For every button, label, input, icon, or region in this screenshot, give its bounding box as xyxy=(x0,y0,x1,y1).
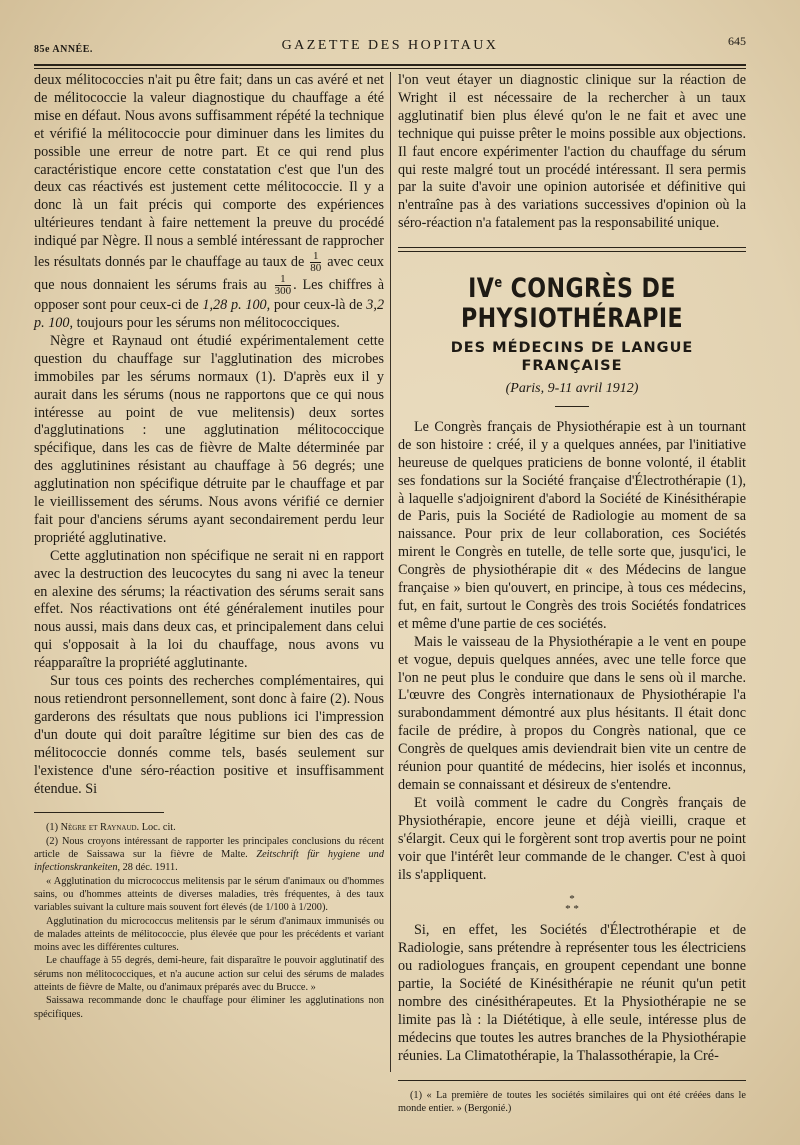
page-number: 645 xyxy=(728,34,746,48)
text-run: avec ceux que nous donnaient les sérums frais au xyxy=(34,253,384,293)
paragraph: Et voilà comment le cadre du Congrès français de Physiothérapie, encore jeune et déjà vieilli, craque et s'élargit. Ceux qui le forgèrent sont trop avertis pour ne point voir que l'intérêt leur commande de le changer. C'est à quoi ils s'appliquent. xyxy=(398,794,746,883)
fraction-numerator: 1 xyxy=(310,251,321,263)
text-run: , 28 déc. 1911. xyxy=(117,862,178,874)
footnote-rule xyxy=(34,812,164,813)
fraction-numerator: 1 xyxy=(275,274,292,286)
fraction xyxy=(310,251,321,274)
text-run: . Les chiffres à opposer sont pour ceux-ci de xyxy=(34,276,384,314)
year-label: 85e ANNÉE. xyxy=(34,44,93,55)
text-run: deux mélitococcies n'ait pu être fait; dans un cas avéré et net de mélitococcie la valeur diagnostique du chauffage a été mise en défaut. Nous avons suffisamment répété la technique et vérifié la mélitococcie pour diminuer dans les limites du possible une erreur de notre part. Et ce qui rend plus caractéristique encore cette constatation c'est que l'un des deux cas réactivés est justement cette mélitococcie. Il y a donc là un fait précis qui comporte des expériences ultérieures tendant à faire nettement la preuve du procédé indiqué par Nègre. Il nous a semblé intéressant de rapprocher les résultats donnés par le chauffage au taux de xyxy=(34,72,384,270)
section-date: (Paris, 9-11 avril 1912) xyxy=(505,380,639,396)
fraction xyxy=(275,274,292,297)
paragraph: Nègre et Raynaud ont étudié expérimentalement cette question du chauffage sur l'agglutination des microbes immobiles par les sérums normaux (1). D'après eux il y aurait dans les sérums (nous ne rapportons que ce qui nous intéresse au point de vue melitensis) deux sortes d'agglutinations : une agglutination mélitococcique spécifique, dans les cas de fièvre de Malte déterminée par des agglutinines résistant au chauffage à 56 degrés; une agglutination non spécifique détruite par le chauffage et par le vieillissement des sérums. Nous avons vérifié ce dernier fait pour d'anciens sérums ayant secondairement perdu leur propriété agglutinative. xyxy=(34,332,384,546)
italic-value: 3,2 p. 100 xyxy=(34,297,385,331)
paragraph: Cette agglutination non spécifique ne serait ni en rapport avec la destruction des leucocytes du sang ni avec la teneur en alexine des sérums; la réactivation des sérums serait sans effet. Nos réactivations ont été généralement inutiles pour nous aussi, mais dans deux cas, et principalement dans celui qui s'opposait à la loi du chauffage, nous avons vu réapparaître la propriété agglutinante. xyxy=(34,547,384,672)
section-subtitle: DES MÉDECINS DE LANGUE FRANÇAISE xyxy=(450,340,694,375)
section-title xyxy=(429,268,714,334)
paragraph: Sur tous ces points des recherches complémentaires, qui nous retiendront personnellement, sont donc à faire (2). Nous garderons des résultats que nous publions ici l'impression d'un doute qui doit paraître légitime sur bien des cas de mélitococcie donnés comme tels, basés seulement sur l'existence d'une séro-réaction positive et insuffisamment étendue. Si xyxy=(34,673,384,797)
right-column xyxy=(398,72,746,1115)
footnotes xyxy=(34,821,384,1020)
title-superscript: e xyxy=(494,275,503,292)
paragraph xyxy=(34,72,384,333)
footnote: Le chauffage à 55 degrés, demi-heure, fait disparaître le pouvoir agglutinatif des sérums non mélitococciques, et n'a aucune action sur celui des sérums de malades atteints de fièvre de Malte, ou d'animaux préparés avec du Brucce. » xyxy=(34,955,384,993)
footnote: « Agglutination du micrococcus melitensis par le sérum d'animaux ou d'hommes sains, ou d'hommes atteints de diverses maladies, très fréquentes, à des taux variables suivant la culture mais souvent fort élevés (de 1/100 à 1/200). xyxy=(34,875,384,914)
text-run: Loc. cit. xyxy=(139,822,176,834)
journal-name: Zeitschrift für hygiene und infectionskrankeiten xyxy=(34,849,384,874)
footnotes xyxy=(398,1089,746,1116)
title-number: IV xyxy=(468,273,495,305)
header-rule-thin xyxy=(34,68,746,69)
footnote: Agglutination du micrococcus melitensis par le sérum d'animaux immunisés ou de malades atteints de mélitococcie, plus élevée que pour les précédents et variant moins avec les différentes cultures. xyxy=(34,915,384,954)
page-header xyxy=(34,30,746,60)
title-text: CONGRÈS DE PHYSIOTHÉRAPIE xyxy=(460,273,684,335)
footnote: (1) Nègre et Raynaud. Loc. cit. xyxy=(46,822,176,834)
column-divider xyxy=(390,72,391,1072)
fraction-denominator: 300 xyxy=(274,285,292,298)
footnote: Saissawa recommande donc le chauffage pour éliminer les agglutinations non spécifiques. xyxy=(34,995,384,1020)
section-separator xyxy=(398,247,746,252)
left-column xyxy=(34,72,384,1021)
paragraph: Si, en effet, les Sociétés d'Électrothérapie et de Radiologie, sans prétendre à représenter tous les électriciens ou radiologues français, en groupent cependant une bonne partie, la Société de Kinésithérapie ne réunit qu'un petit nombre des cinésithérapeutes. Et la Physiothérapie ne se limite pas là : la Diététique, à elle seule, intéresse plus de médecins que toutes les autres branches de la Physiothérapie réunies. La Climatothérapie, la Thalassothérapie, la Cré- xyxy=(398,922,746,1064)
paragraph: Le Congrès français de Physiothérapie est à un tournant de son histoire : créé, il y a quelques années, par l'initiative heureuse de quelques praticiens de bonne volonté, il établit ses fondations sur la Société française d'Électrothérapie (1), à laquelle s'adjoignirent d'abord la Société de Kinésithérapie de Paris, puis la Société de Radiologie au moment de sa naissance. Pour prix de leur collaboration, ces Sociétés mirent le Congrès en tutelle, de telle sorte que, jusqu'ici, le Congrès de physiothérapie dit « des Médecins de langue française » bien qu'ouvert, en principe, à tous ces médecins, fut, en fait, surtout le Congrès des trois Sociétés fondatrices et même d'une partie de ces sociétés. xyxy=(398,418,746,632)
fraction-denominator: 80 xyxy=(310,262,322,275)
footnote-rule xyxy=(398,1080,746,1081)
text-run: (2) Nous croyons intéressant de rapporter les principales conclusions du récent article de Saissawa sur la fièvre de Malte. xyxy=(34,835,384,861)
footnote: (1) « La première de toutes les sociétés similaires qui ont été créées dans le monde entier. » (Bergonié.) xyxy=(398,1089,746,1114)
italic-value: 1,28 p. 100 xyxy=(202,297,267,314)
paragraph: l'on veut étayer un diagnostic clinique sur la réaction de Wright il est nécessaire de la rechercher à un taux agglutinatif bien plus élevé qu'on le ne fait et avec une technique qui puisse prêter le moins possible aux objections. Il faut encore expérimenter l'action du chauffage du sérum qui reste malgré tout un procédé intéressant. Il sera permis par la suite d'avoir une opinion autorisée et définitive qui n'entraîne pas à des variations successives d'opinion où la séro-réaction n'a fatalement pas la responsabilité unique. xyxy=(398,72,746,232)
text-run: , toujours pour les sérums non mélitococciques. xyxy=(69,314,340,331)
header-rule xyxy=(34,64,746,66)
short-rule xyxy=(555,406,589,407)
paragraph: Mais le vaisseau de la Physiothérapie a le vent en poupe et vogue, depuis quelques années, avec une telle force que l'on ne peut plus le conduire que dans le sens où il marche. L'œuvre des Congrès internationaux de Physiothérapie l'a surabondamment démontré aux plus hésitants. Il était donc facile de prédire, à propos du Congrès national, que ce Congrès de quelques amis deviendrait bien vite un centre de réunion pour quantité de médecins, hier isolés et inconnus, demain se connaissant et désireux de s'entendre. xyxy=(398,633,746,793)
journal-title: GAZETTE DES HOPITAUX xyxy=(281,38,499,53)
footnote xyxy=(34,835,384,875)
footnote-authors: Nègre et Raynaud. xyxy=(60,822,140,834)
asterism: * * * xyxy=(565,893,579,916)
text-run: , pour ceux-là de xyxy=(266,297,363,314)
